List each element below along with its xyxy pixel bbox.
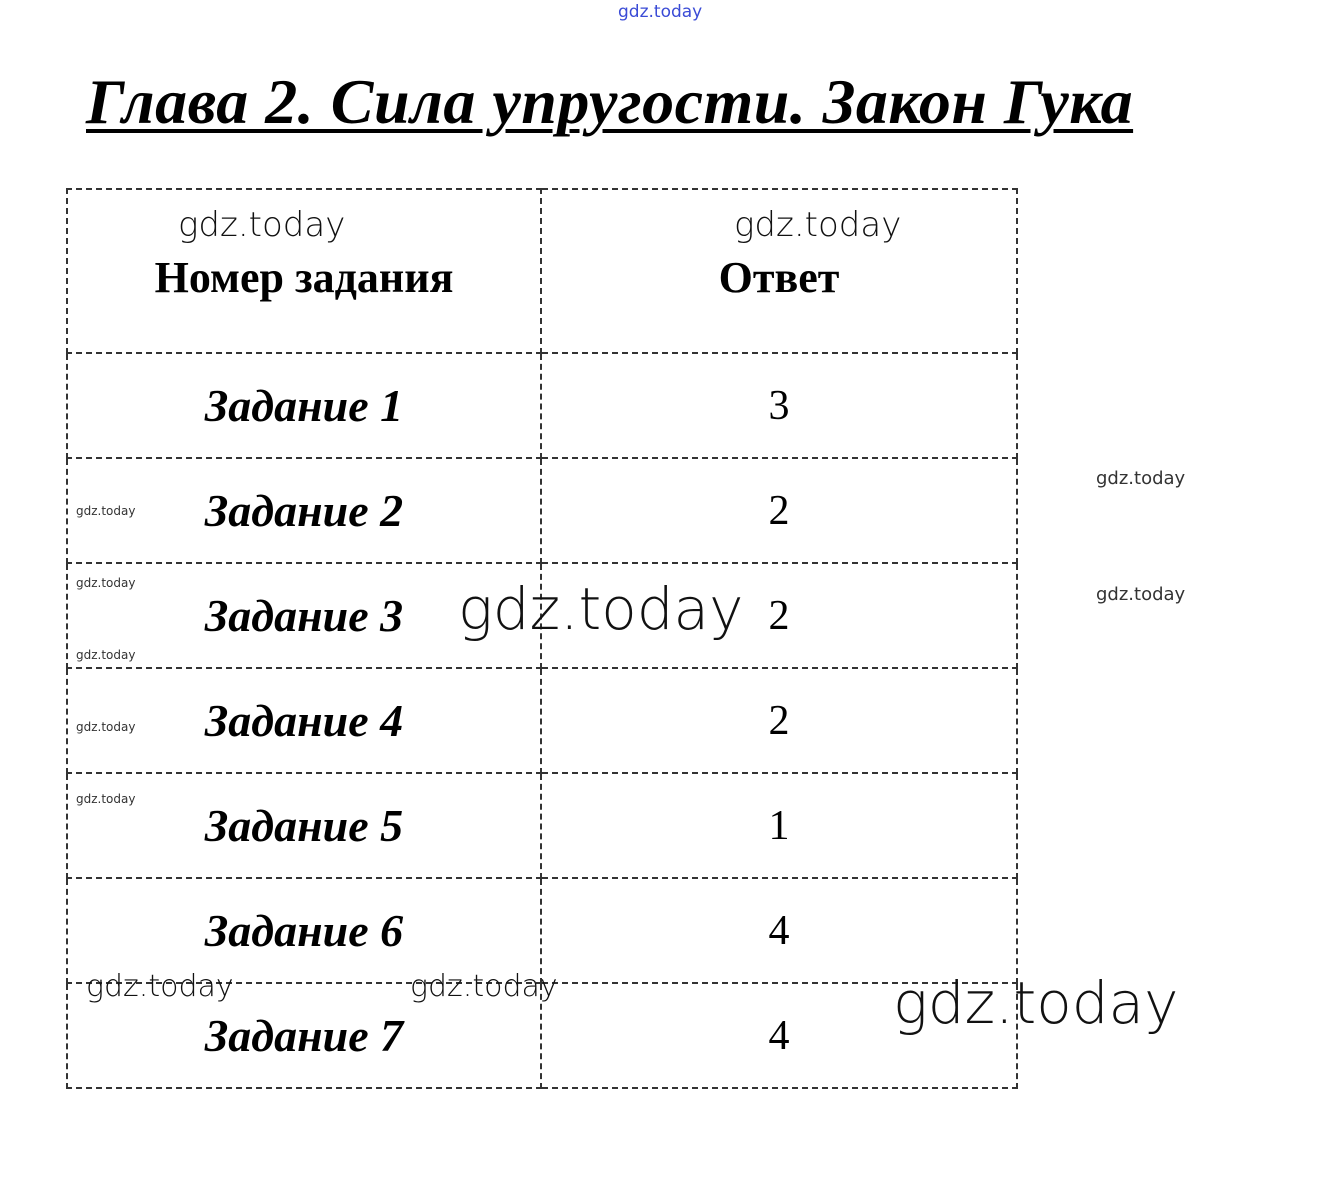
table-row [67, 773, 1017, 878]
answer-value: 3 [541, 353, 1017, 458]
answer-value: 4 [541, 983, 1017, 1088]
watermark: gdz.today [1096, 468, 1186, 489]
table-header-row [67, 189, 1017, 353]
task-label: Задание 5 [67, 773, 541, 878]
watermark: gdz.today [76, 720, 136, 734]
answers-table [66, 188, 1018, 1089]
watermark: gdz.today [618, 2, 703, 22]
watermark: gdz.today [893, 969, 1179, 1037]
watermark: gdz.today [1096, 584, 1186, 605]
task-label: Задание 3 [67, 563, 541, 668]
answer-value: 2 [541, 458, 1017, 563]
table-row [67, 668, 1017, 773]
table-row [67, 458, 1017, 563]
watermark: gdz.today [76, 792, 136, 806]
task-label: Задание 2 [67, 458, 541, 563]
watermark: gdz.today [178, 205, 346, 245]
table-row [67, 353, 1017, 458]
answer-value: 4 [541, 878, 1017, 983]
watermark: gdz.today [76, 576, 136, 590]
task-label: Задание 1 [67, 353, 541, 458]
watermark: gdz.today [410, 969, 558, 1004]
answer-value: 2 [541, 668, 1017, 773]
watermark: gdz.today [458, 575, 744, 643]
page-title: Глава 2. Сила упругости. Закон Гука [86, 66, 1134, 137]
answer-value: 2 [541, 563, 1017, 668]
header-answer: Ответ [541, 189, 1017, 353]
watermark: gdz.today [76, 648, 136, 662]
header-task-number: Номер задания [67, 189, 541, 353]
watermark: gdz.today [86, 969, 234, 1004]
table-row [67, 563, 1017, 668]
watermark: gdz.today [76, 504, 136, 518]
task-label: Задание 7 [67, 983, 541, 1088]
table-row [67, 983, 1017, 1088]
task-label: Задание 4 [67, 668, 541, 773]
table-row [67, 878, 1017, 983]
task-label: Задание 6 [67, 878, 541, 983]
answer-value: 1 [541, 773, 1017, 878]
watermark: gdz.today [734, 205, 902, 245]
